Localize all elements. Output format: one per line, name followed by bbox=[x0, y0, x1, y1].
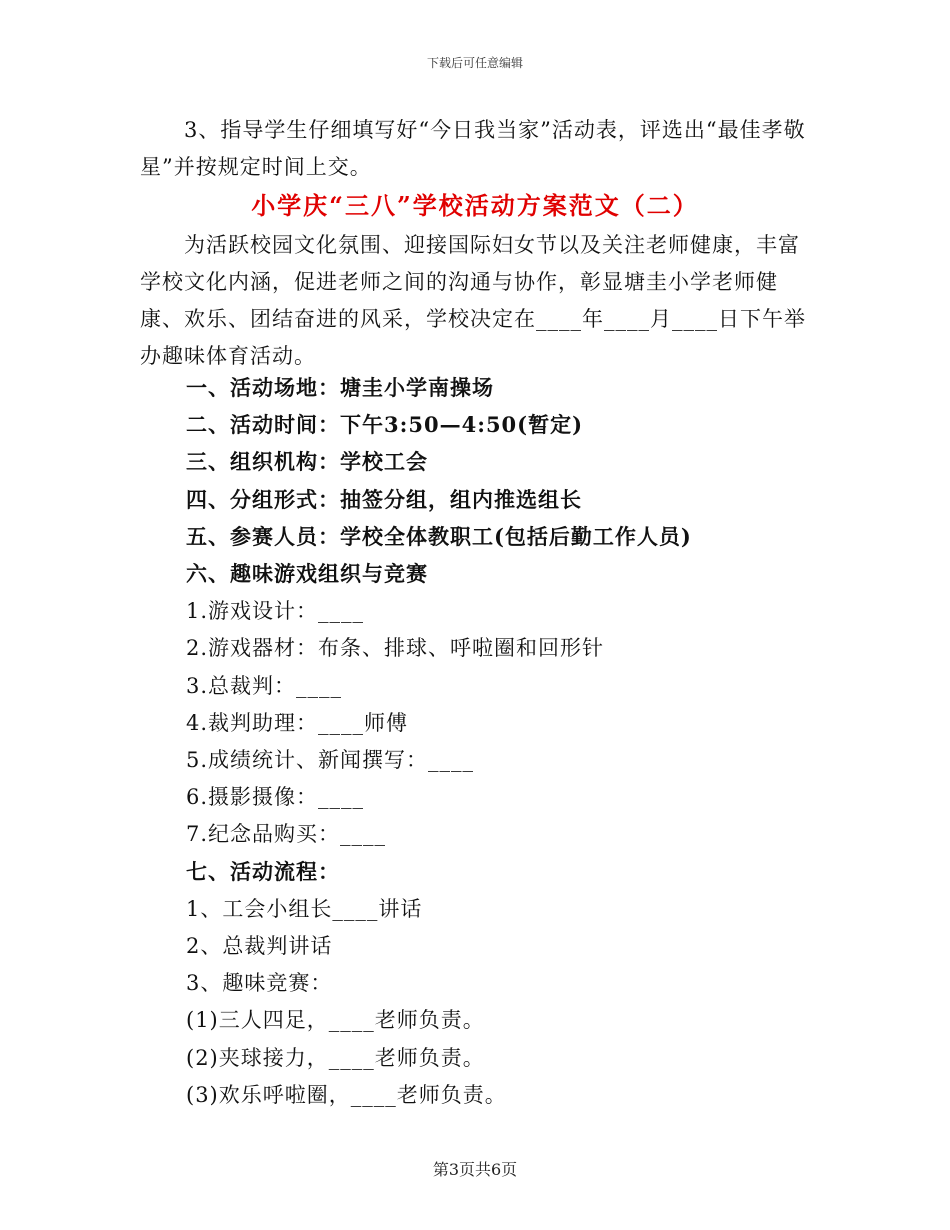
list-line: 七、活动流程： bbox=[186, 859, 340, 884]
list-line: 2、总裁判讲话 bbox=[186, 934, 333, 958]
list-line: 五、参赛人员：学校全体教职工(包括后勤工作人员) bbox=[186, 524, 692, 549]
page-number: 第3页共6页 bbox=[432, 1160, 518, 1179]
list-line: 7.纪念品购买：____ bbox=[186, 822, 387, 846]
document-title: 小学庆“三八”学校活动方案范文（二） bbox=[251, 191, 699, 220]
list-line: 3.总裁判：____ bbox=[186, 674, 343, 698]
list-line: 4.裁判助理：____师傅 bbox=[186, 711, 409, 735]
list-line: 1.游戏设计：____ bbox=[186, 599, 365, 623]
list-line: 6.摄影摄像：____ bbox=[186, 785, 365, 809]
main-paragraph: 为活跃校园文化氛围、迎接国际妇女节以及关注老师健康，丰富学校文化内涵，促进老师之间的沟通与协作，彰显塘圭小学老师健康、欢乐、团结奋进的风采，学校决定在____年____月____日下午举办趣味体育活动。 bbox=[140, 233, 806, 368]
list-line: (3)欢乐呼啦圈，____老师负责。 bbox=[186, 1083, 507, 1107]
list-line: 5.成绩统计、新闻撰写：____ bbox=[186, 748, 475, 772]
list-line: 六、趣味游戏组织与竞赛 bbox=[186, 561, 428, 586]
list-line: 3、趣味竞赛： bbox=[186, 971, 333, 995]
list-line: 二、活动时间：下午3:50—4:50(暂定) bbox=[186, 412, 584, 437]
list-line: (2)夹球接力，____老师负责。 bbox=[186, 1046, 485, 1070]
list-line: 四、分组形式：抽签分组，组内推选组长 bbox=[186, 487, 582, 512]
header-note: 下载后可任意编辑 bbox=[426, 56, 523, 70]
list-line: 1、工会小组长____讲话 bbox=[186, 897, 423, 921]
list-line: 一、活动场地：塘圭小学南操场 bbox=[186, 375, 494, 400]
list-line: 2.游戏器材：布条、排球、呼啦圈和回形针 bbox=[186, 636, 605, 660]
list-line: 三、组织机构：学校工会 bbox=[186, 449, 428, 474]
intro-paragraph: 3、指导学生仔细填写好“今日我当家”活动表，评选出“最佳孝敬星”并按规定时间上交。 bbox=[140, 118, 806, 179]
list-line: (1)三人四足，____老师负责。 bbox=[186, 1008, 485, 1032]
